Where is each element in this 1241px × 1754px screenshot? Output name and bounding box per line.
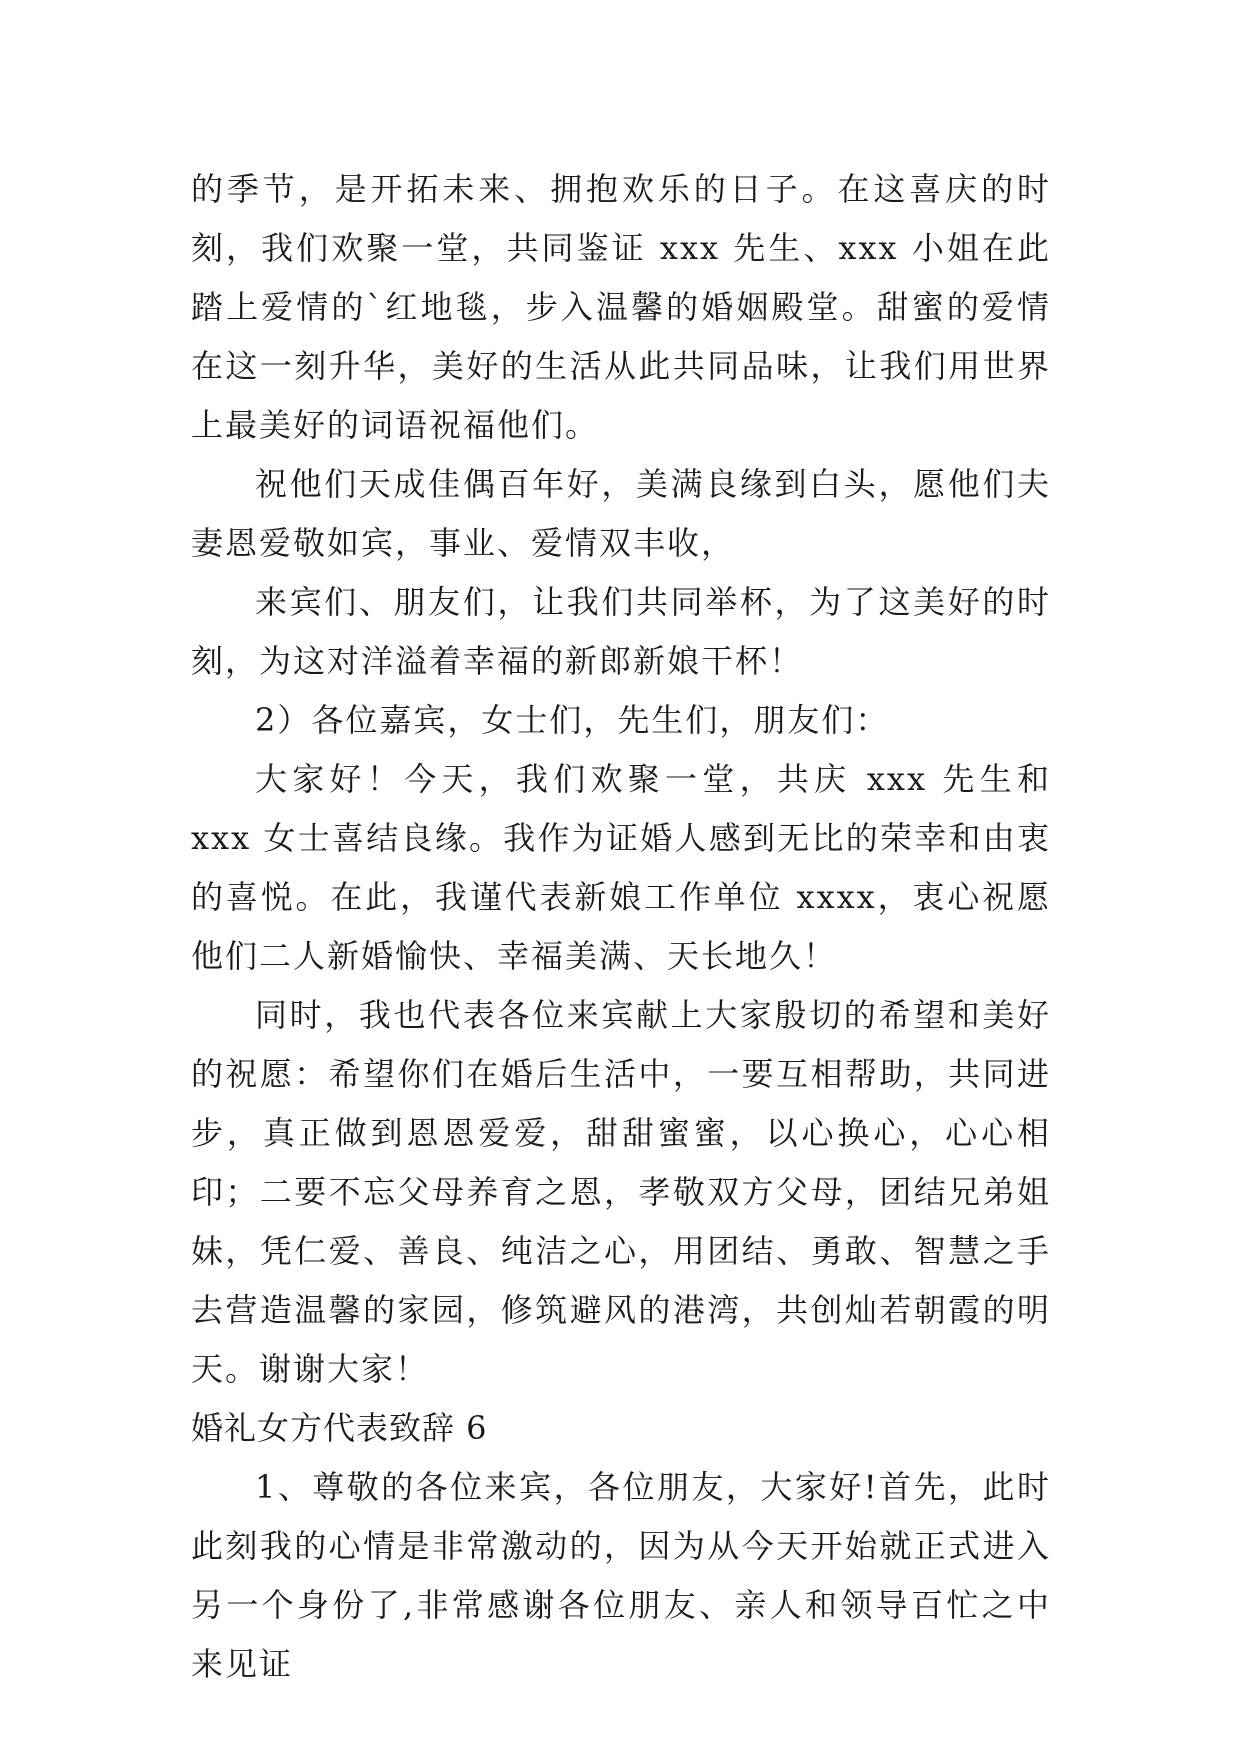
paragraph-2: 祝他们天成佳偶百年好，美满良缘到白头，愿他们夫妻恩爱敬如宾，事业、爱情双丰收，: [191, 465, 1051, 562]
paragraph-3: 来宾们、朋友们，让我们共同举杯，为了这美好的时刻，为这对洋溢着幸福的新郎新娘干杯！: [191, 583, 1051, 680]
paragraph-4: 2）各位嘉宾，女士们，先生们，朋友们：: [255, 701, 890, 739]
document-page: [191, 160, 1051, 1694]
section-heading: 婚礼女方代表致辞 6: [191, 1409, 488, 1447]
paragraph-7: 1、尊敬的各位来宾，各位朋友，大家好!首先，此时此刻我的心情是非常激动的，因为从今天开始就正式进入另一个身份了,非常感谢各位朋友、亲人和领导百忙之中来见证: [191, 1468, 1051, 1683]
paragraph-5: 大家好！今天，我们欢聚一堂，共庆 xxx 先生和 xxx 女士喜结良缘。我作为证婚人感到无比的荣幸和由衷的喜悦。在此，我谨代表新娘工作单位 xxxx，衷心祝愿他们二人新婚愉快、幸福美满、天长地久！: [191, 760, 1051, 975]
paragraph-6: 同时，我也代表各位来宾献上大家殷切的希望和美好的祝愿：希望你们在婚后生活中，一要互相帮助，共同进步，真正做到恩恩爱爱，甜甜蜜蜜，以心换心，心心相印；二要不忘父母养育之恩，孝敬双方父母，团结兄弟姐妹，凭仁爱、善良、纯洁之心，用团结、勇敢、智慧之手去营造温馨的家园，修筑避风的港湾，共创灿若朝霞的明天。谢谢大家！: [191, 996, 1051, 1388]
paragraph-1: 的季节，是开拓未来、拥抱欢乐的日子。在这喜庆的时刻，我们欢聚一堂，共同鉴证 xxx 先生、xxx 小姐在此踏上爱情的`红地毯，步入温馨的婚姻殿堂。甜蜜的爱情在这一刻升华，美好的生活从此共同品味，让我们用世界上最美好的词语祝福他们。: [191, 170, 1051, 444]
